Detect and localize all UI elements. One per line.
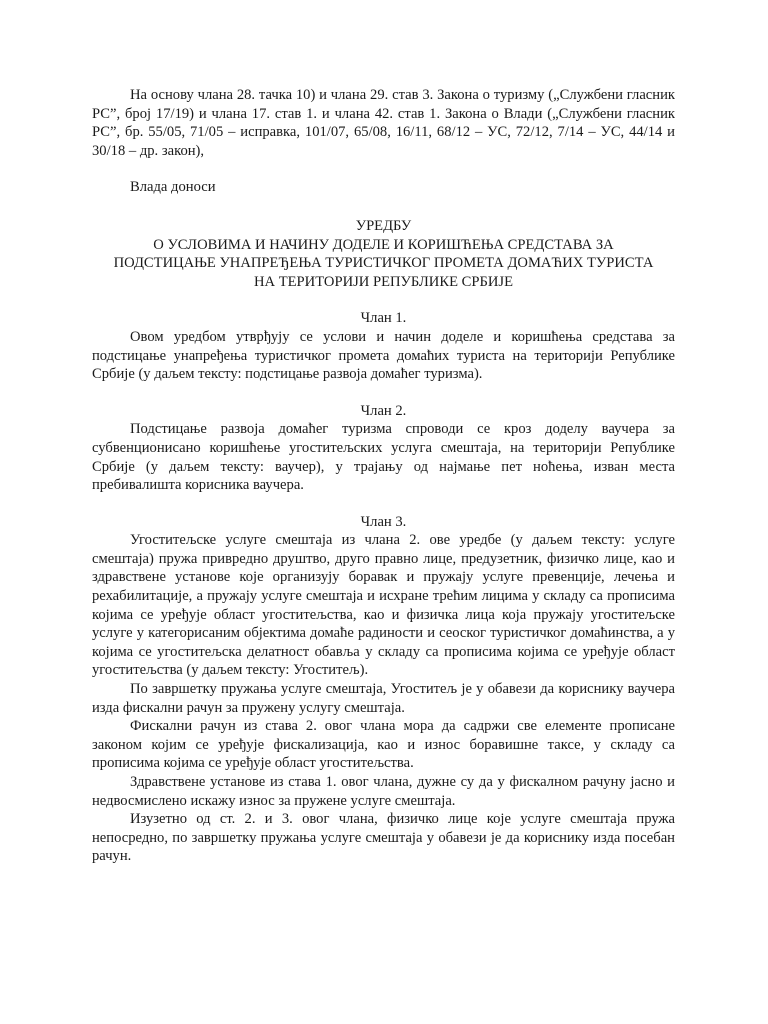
government-adopts: Влада доноси (130, 179, 216, 196)
title-line-4: НА ТЕРИТОРИЈИ РЕПУБЛИКЕ СРБИЈЕ (253, 273, 513, 290)
title-line-1: УРЕДБУ (355, 217, 412, 234)
article-paragraph: Здравствене установе из става 1. овог члана, дужне су да у фискалном рачуну јасно и недвосмислено искажу износ за пружене услуге смештаја. (92, 774, 675, 809)
article-2 (92, 402, 675, 495)
article-paragraph: Фискални рачун из става 2. овог члана мора да садржи све елементе прописане законом којим се уређује фискализација, као и износ боравишне таксе, у складу са прописима којима се уређује област угоститељства. (92, 718, 675, 772)
article-paragraph: По завршетку пружања услуге смештаја, Угоститељ је у обавези да кориснику ваучера изда фискални рачун за пружену услугу смештаја. (92, 681, 675, 716)
article-1 (92, 309, 675, 383)
article-paragraph: Угоститељске услуге смештаја из члана 2. ове уредбе (у даљем тексту: услуге смештаја) пружа привредно друштво, друго правно лице, предузетник, физичко лице, као и здравствене установе које организују боравак и пружају услуге превенције, лечења и рехабилитације, а пружају услуге смештаја и исхране трећим лицима у складу са прописима којима се уређује област угоститељства, као и физичка лица која пружају угоститељске услуге у категорисаним објектима домаће радиности и сеоског туристичког домаћинства, а у којима се угоститељска делатност обавља у складу са прописима којима се уређује област угоститељства (у даљем тексту: Угоститељ). (92, 532, 675, 679)
preamble-paragraph: На основу члана 28. тачка 10) и члана 29. став 3. Закона о туризму („Службени гласник РС”, број 17/19) и члана 17. став 1. и члана 42. став 1. Закона о Влади („Службени гласник РС”, бр. 55/05, 71/05 – исправка, 101/07, 65/08, 16/11, 68/12 – УС, 72/12, 7/14 – УС, 44/14 и 30/18 – др. закон), (92, 87, 675, 159)
article-paragraph: Подстицање развоја домаћег туризма спроводи се кроз доделу ваучера за субвенционисано коришћење угоститељских услуга смештаја, на територији Републике Србије (у даљем тексту: ваучер), у трајању од најмање пет ноћења, изван места пребивалишта корисника ваучера. (92, 421, 675, 494)
article-paragraph: Овом уредбом утврђују се услови и начин доделе и коришћења средстава за подстицање унапређења туристичког промета домаћих туриста на територији Републике Србије (у даљем тексту: подстицање развоја домаћег туризма). (92, 328, 675, 383)
article-paragraph: Изузетно од ст. 2. и 3. овог члана, физичко лице које услуге смештаја пружа непосредно, по завршетку пружања услуге смештаја у обавези је да кориснику изда посебан рачун. (92, 811, 675, 865)
title-line-2: О УСЛОВИМА И НАЧИНУ ДОДЕЛЕ И КОРИШЋЕЊА СРЕДСТАВА ЗА (153, 236, 614, 253)
article-heading: Члан 2. (360, 402, 407, 419)
title-line-3: ПОДСТИЦАЊЕ УНАПРЕЂЕЊА ТУРИСТИЧКОГ ПРОМЕТА ДОМАЋИХ ТУРИСТА (113, 255, 654, 272)
article-heading: Члан 3. (360, 513, 407, 530)
article-heading: Члан 1. (360, 310, 407, 327)
document-body (92, 86, 675, 866)
decree-title (92, 217, 675, 291)
article-3 (92, 513, 675, 866)
